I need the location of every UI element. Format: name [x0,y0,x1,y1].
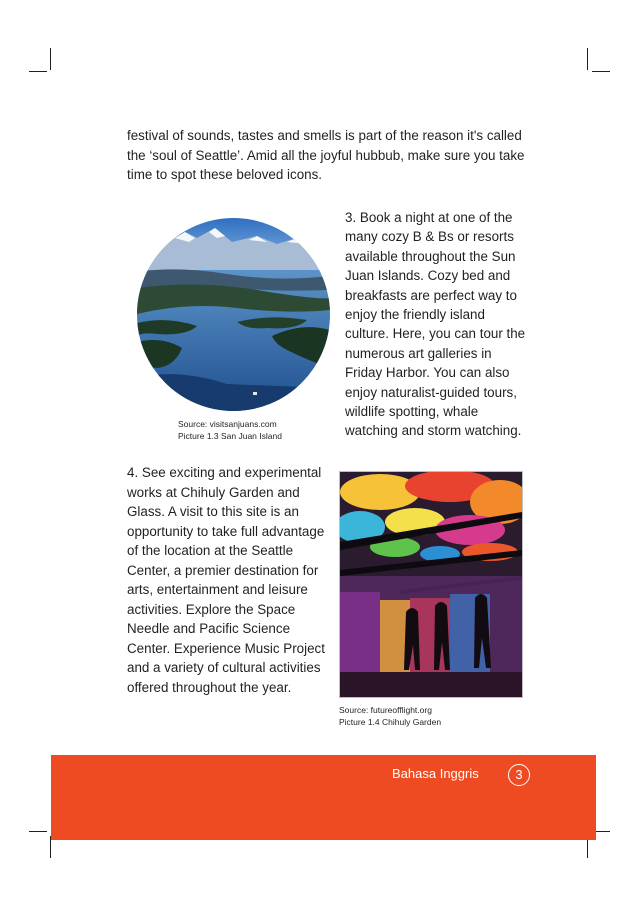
picture-1-4-caption: Picture 1.4 Chihuly Garden [339,717,442,727]
intro-paragraph: festival of sounds, tastes and smells is part of the reason it's called the ‘soul of Seattle’. Amid all the joyful hubbub, make sure you take time to spot these beloved icons. [127,128,525,183]
picture-1-4-source: Source: futureofflight.org [339,705,432,715]
subject-label: Bahasa Inggris [392,766,479,781]
crop-mark [587,48,588,70]
page-number: 3 [508,764,530,786]
picture-1-3-source: Source: visitsanjuans.com [178,419,277,429]
crop-mark [592,71,610,72]
crop-mark [29,71,47,72]
footer-band [51,755,596,840]
crop-mark [29,831,47,832]
san-juan-island-photo [137,218,330,411]
item-3-paragraph: 3. Book a night at one of the many cozy B & Bs or resorts available throughout the Sun Juan Islands. Cozy bed and breakfasts are perfect way to enjoy the friendly island culture. Here, you can tour the numerous art galleries in Friday Harbor. You can also enjoy naturalist-guided tours, wildlife spotting, whale watching and storm watching. [345,210,526,439]
crop-mark [50,48,51,70]
item-4-paragraph: 4. See exciting and experimental works at Chihuly Garden and Glass. A visit to this site is an opportunity to take full advantage of the location at the Seattle Center, a premier destination for arts, entertainment and leisure activities. Explore the Space Needle and Pacific Science Center. Experience Music Project and a variety of cultural activities offered throughout the year. [127,465,325,695]
chihuly-garden-photo [339,471,523,698]
picture-1-3-caption: Picture 1.3 San Juan Island [178,431,282,441]
